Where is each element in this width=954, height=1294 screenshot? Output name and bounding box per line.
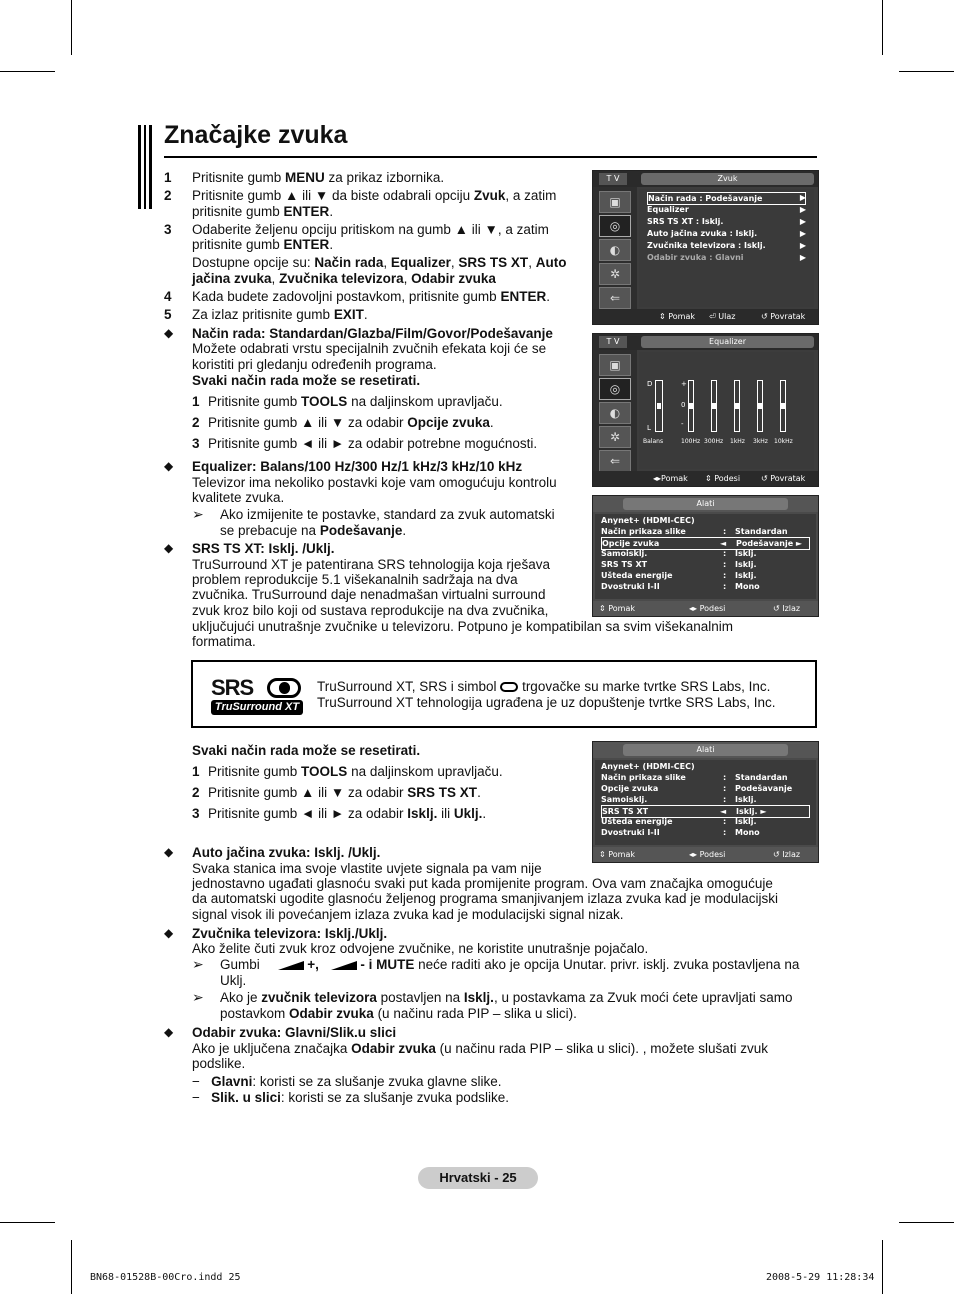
crop-mark [0, 1222, 55, 1223]
nacin-heading: Način rada: Standardan/Glazba/Film/Govor/Podešavanje [192, 326, 553, 341]
osd-tools-row[interactable]: Anynet+ (HDMI-CEC) [601, 762, 695, 771]
input-icon[interactable]: ⇐ [599, 287, 631, 309]
srs-desc: zvuk kroz bilo koji od sustava reprodukcije na dva zvučnika, [192, 603, 549, 618]
page-number-badge: Hrvatski - 25 [418, 1167, 538, 1189]
step-3-text-cont: pritisnite gumb ENTER. [192, 237, 334, 252]
zvucnika-note-1: Gumbi +, - i MUTE neće raditi ako je opcija Unutar. privr. isklj. zvuka postavljena na [220, 957, 800, 972]
odabir-slika: − Slik. u slici: koristi se za slušanje zvuka podslike. [192, 1090, 510, 1105]
srs-symbol-icon [267, 678, 301, 698]
sound-icon[interactable]: ◎ [599, 378, 631, 400]
osd-foot-enter: ⏎ Ulaz [709, 312, 736, 321]
zvucnika-heading: Zvučnika televizora: Isklj./Uklj. [192, 926, 388, 941]
nacin-desc: koristiti pri gledanju određenih programa. [192, 357, 437, 372]
srs-desc: TruSurround XT je patentirana SRS tehnologija koja rješava [192, 557, 550, 572]
srs-desc: uključujući unutrašnje zvučnike u televizoru. Potpuno je kompatibilan sa svim višekanalnim [192, 619, 734, 634]
osd-tools-row[interactable]: Način prikaza slike : Standardan [601, 773, 788, 782]
odabir-glavni: − Glavni: koristi se za slušanje zvuka glavne slike. [192, 1074, 502, 1089]
osd-row-odabir[interactable]: Odabir zvuka : Glavni [647, 253, 744, 262]
odabir-desc: podslike. [192, 1056, 246, 1071]
osd-tools-row[interactable]: Ušteda energije : Isklj. [601, 571, 757, 580]
crop-mark [899, 71, 954, 72]
osd-tools-menu-1: Alati Anynet+ (HDMI-CEC) Način prikaza slike : Standardan Opcije zvuka ◄ Podešavanje ► Samoisklj. : Isklj. SRS TS XT : Isklj. Ušteda energije : Isklj. Dvostruki I-II : Mono ⇕ Pomak ◂▸ Podesi ↺ Izlaz [592, 495, 819, 617]
osd-foot-move: ◂▸Pomak [653, 474, 688, 483]
osd-foot-move: ⇕ Pomak [599, 604, 636, 613]
osd-tools-menu-2: Alati Anynet+ (HDMI-CEC) Način prikaza slike : Standardan Opcije zvuka : Podešavanje Samoisklj. : Isklj. SRS TS XT ◄ Isklj. ► Ušteda energije : Isklj. Dvostruki I-II : Mono ⇕ Pomak ◂▸ Podesi ↺ Izlaz [592, 741, 819, 863]
eq-label: 300Hz [704, 438, 724, 445]
step-4-text: Kada budete zadovoljni postavkom, pritisnite gumb ENTER. [192, 289, 550, 304]
nacin-reset: Svaki način rada može se resetirati. [192, 373, 421, 388]
osd-foot-exit: ↺ Izlaz [773, 850, 801, 859]
print-footer-file: BN68-01528B-00Cro.indd 25 [90, 1272, 241, 1283]
osd-tools-row[interactable]: Opcije zvuka : Podešavanje [601, 784, 793, 793]
diamond-bullet-icon: ◆ [164, 326, 174, 340]
note-arrow-icon: ➢ [192, 989, 204, 1005]
auto-desc: jednostavno ugađati glasnoću svaki put kada promijenite program. Ova vam značajka omogućuje [192, 876, 773, 891]
nacin-substep-3: Pritisnite gumb ◄ ili ► za odabir potrebne mogućnosti. [208, 436, 538, 451]
options-list-cont: jačina zvuka, Zvučnika televizora, Odabir zvuka [192, 271, 496, 286]
srs-reset: Svaki način rada može se resetirati. [192, 743, 421, 758]
eq-panel: D L + 0 - + 0 - Balans 100Hz 300Hz 1kHz 3kHz 10kHz [639, 352, 814, 469]
eq-slider-balance[interactable] [655, 380, 663, 432]
note-arrow-icon: ➢ [192, 506, 204, 522]
osd-tools-row[interactable]: Dvostruki I-II : Mono [601, 582, 760, 591]
osd-tools-row-selected[interactable]: Opcije zvuka ◄ Podešavanje ► [601, 537, 810, 550]
osd-tools-row[interactable]: Dvostruki I-II : Mono [601, 828, 760, 837]
auto-desc: Svaka stanica ima svoje vlastite uvjete signala pa vam nije [192, 861, 542, 876]
eq-minus-right: - [836, 420, 839, 428]
eq-slider-300hz[interactable] [711, 380, 717, 432]
srs-substep-3: Pritisnite gumb ◄ ili ► za odabir Isklj. ili Uklj.. [208, 806, 487, 821]
sound-icon[interactable]: ◎ [599, 215, 631, 237]
picture-icon[interactable]: ▣ [599, 191, 631, 213]
osd-sound-menu: T V Zvuk ▣ ◎ ◐ ✲ ⇐ Način rada : Podešavanje Equalizer SRS TS XT : Isklj. Auto jačina zvuka : Isklj. Zvučnika televizora : Isklj. Odabir zvuka : Glavni ▶ ▶ ▶ ▶ ▶ ▶ ⇕ Pomak ⏎ Ulaz ↺ Povratak [592, 170, 819, 325]
osd-tools-row[interactable]: Ušteda energije : Isklj. [601, 817, 757, 826]
eq-label: Balans [643, 438, 664, 445]
osd-row-srs[interactable]: SRS TS XT : Isklj. [647, 217, 724, 226]
channel-icon[interactable]: ◐ [599, 239, 631, 261]
srs-desc: zvučnika. TruSurround daje nenadmašan virtualni surround [192, 587, 546, 602]
osd-row-auto[interactable]: Auto jačina zvuka : Isklj. [647, 229, 758, 238]
srs-desc: problem reprodukcije 5.1 višekanalnih sadržaja na dva [192, 572, 518, 587]
equalizer-heading: Equalizer: Balans/100 Hz/300 Hz/1 kHz/3 kHz/10 kHz [192, 459, 523, 474]
auto-desc: da automatski ugodite glasnoću željenog programa smanjivanjem izlaza zvuka kad je modulacijski [192, 891, 779, 906]
crop-mark [71, 0, 72, 55]
step-number: 3 [164, 222, 172, 237]
nacin-desc: Možete odabrati vrstu specijalnih zvučnih efekata koji će se [192, 341, 547, 356]
osd-foot-move: ⇕ Pomak [599, 850, 636, 859]
osd-foot-adjust: ◂▸ Podesi [689, 850, 726, 859]
osd-foot-adjust: ◂▸ Podesi [689, 604, 726, 613]
odabir-desc: Ako je uključena značajka Odabir zvuka (u načinu rada PIP – slika u slici). , možete slušati zvuk [192, 1041, 769, 1056]
crop-mark [882, 1240, 883, 1294]
osd-foot-adjust: ⇕ Podesi [705, 474, 741, 483]
osd-tools-row[interactable]: SRS TS XT : Isklj. [601, 560, 757, 569]
srs-symbol-icon [500, 682, 518, 692]
eq-label: 3kHz [753, 438, 768, 445]
diamond-bullet-icon: ◆ [164, 926, 174, 940]
osd-foot-return: ↺ Povratak [761, 312, 806, 321]
setup-icon[interactable]: ✲ [599, 263, 631, 285]
odabir-heading: Odabir zvuka: Glavni/Slik.u slici [192, 1025, 397, 1040]
volume-icon [331, 961, 357, 970]
step-number: 1 [164, 170, 172, 185]
srs-substep-2: Pritisnite gumb ▲ ili ▼ za odabir SRS TS XT. [208, 785, 481, 800]
crop-mark [71, 1240, 72, 1294]
crop-mark [0, 71, 55, 72]
substep-number: 2 [192, 415, 200, 430]
substep-number: 3 [192, 806, 200, 821]
osd-row-zvucnika[interactable]: Zvučnika televizora : Isklj. [647, 241, 766, 250]
substep-number: 1 [192, 394, 200, 409]
title-decoration [138, 125, 152, 209]
srs-heading: SRS TS XT: Isklj. /Uklj. [192, 541, 335, 556]
osd-tools-row[interactable]: Samoisklj. : Isklj. [601, 549, 757, 558]
diamond-bullet-icon: ◆ [164, 1025, 174, 1039]
diamond-bullet-icon: ◆ [164, 459, 174, 473]
title-rule [164, 156, 817, 158]
eq-zero-right: 0 [836, 401, 841, 409]
step-1-text: Pritisnite gumb MENU za prikaz izbornika. [192, 170, 445, 185]
eq-label: 1kHz [730, 438, 745, 445]
osd-foot-exit: ↺ Izlaz [773, 604, 801, 613]
osd-foot-move: ⇕ Pomak [659, 312, 696, 321]
srs-trademark-line: TruSurround XT, SRS i simbol trgovačke su marke tvrtke SRS Labs, Inc. [317, 679, 771, 694]
channel-icon[interactable]: ◐ [599, 402, 631, 424]
auto-desc: signal visok ili povećanjem izlaza zvuka kad je modulacijski signal nizak. [192, 907, 624, 922]
equalizer-note: Ako izmijenite te postavke, standard za zvuk automatski [220, 507, 555, 522]
equalizer-desc: Televizor ima nekoliko postavki koje vam omogućuju kontrolu [192, 475, 557, 490]
osd-foot-return: ↺ Povratak [761, 474, 806, 483]
srs-desc: formatima. [192, 634, 256, 649]
substep-number: 2 [192, 785, 200, 800]
osd-tools-row[interactable]: Način prikaza slike : Standardan [601, 527, 788, 536]
eq-plus-right: + [836, 380, 842, 388]
step-5-text: Za izlaz pritisnite gumb EXIT. [192, 307, 368, 322]
crop-mark [882, 0, 883, 55]
step-number: 2 [164, 188, 172, 203]
srs-trademark-line: TruSurround XT tehnologija ugrađena je uz dopuštenje tvrtke SRS Labs, Inc. [317, 695, 776, 710]
step-number: 5 [164, 307, 172, 322]
zvucnika-note-2: Ako je zvučnik televizora postavljen na Isklj., u postavkama za Zvuk moći ćete upravljati samo [220, 990, 793, 1005]
auto-heading: Auto jačina zvuka: Isklj. /Uklj. [192, 845, 381, 860]
osd-tools-row[interactable]: Anynet+ (HDMI-CEC) [601, 516, 695, 525]
osd-row-equalizer[interactable]: Equalizer [647, 205, 689, 214]
diamond-bullet-icon: ◆ [164, 541, 174, 555]
equalizer-desc: kvalitete zvuka. [192, 490, 285, 505]
eq-slider-3khz[interactable] [757, 380, 763, 432]
crop-mark [899, 1222, 954, 1223]
volume-icon [278, 961, 304, 970]
srs-substep-1: Pritisnite gumb TOOLS na daljinskom upravljaču. [208, 764, 503, 779]
eq-slider-100hz[interactable] [688, 380, 694, 432]
step-2-text-cont: pritisnite gumb ENTER. [192, 204, 334, 219]
eq-slider-10khz[interactable] [780, 380, 786, 432]
diamond-bullet-icon: ◆ [164, 845, 174, 859]
zvucnika-note-1-cont: Uklj. [220, 973, 247, 988]
zvucnika-desc: Ako želite čuti zvuk kroz odvojene zvučnike, ne koristite unutrašnje pojačalo. [192, 941, 649, 956]
input-icon[interactable]: ⇐ [599, 450, 631, 472]
osd-equalizer-menu: T V Equalizer ▣ ◎ ◐ ✲ ⇐ D L + 0 - + 0 - Balans 100Hz 300Hz 1kHz 3kHz 10kHz ◂▸Pomak ⇕ Podesi ↺ Povratak [592, 333, 819, 487]
zvucnika-note-2-cont: postavkom Odabir zvuka (u načinu rada PIP – slika u slici). [220, 1006, 577, 1021]
step-number: 4 [164, 289, 172, 304]
nacin-substep-2: Pritisnite gumb ▲ ili ▼ za odabir Opcije zvuka. [208, 415, 494, 430]
osd-row-nacin[interactable]: Način rada : Podešavanje [647, 192, 806, 205]
setup-icon[interactable]: ✲ [599, 426, 631, 448]
note-arrow-icon: ➢ [192, 956, 204, 972]
step-3-text: Odaberite željenu opciju pritiskom na gumb ▲ ili ▼, a zatim [192, 222, 549, 237]
nacin-substep-1: Pritisnite gumb TOOLS na daljinskom upravljaču. [208, 394, 503, 409]
srs-trademark-box [191, 660, 817, 728]
eq-label: 100Hz [681, 438, 701, 445]
osd-arrows: ▶ ▶ ▶ ▶ ▶ ▶ [799, 193, 806, 262]
picture-icon[interactable]: ▣ [599, 354, 631, 376]
substep-number: 1 [192, 764, 200, 779]
options-list: Dostupne opcije su: Način rada, Equalizer, SRS TS XT, Auto [192, 255, 567, 270]
eq-slider-1khz[interactable] [734, 380, 740, 432]
osd-tools-row-selected[interactable]: SRS TS XT ◄ Isklj. ► [601, 805, 810, 818]
osd-tools-row[interactable]: Samoisklj. : Isklj. [601, 795, 757, 804]
srs-logo: SRS TruSurround XT [211, 676, 303, 716]
step-2-text: Pritisnite gumb ▲ ili ▼ da biste odabrali opciju Zvuk, a zatim [192, 188, 557, 203]
eq-label: 10kHz [774, 438, 793, 445]
equalizer-note-cont: se prebacuje na Podešavanje. [220, 523, 407, 538]
substep-number: 3 [192, 436, 200, 451]
print-footer-date: 2008-5-29 11:28:34 [766, 1272, 875, 1283]
page-title: Značajke zvuka [164, 121, 348, 149]
